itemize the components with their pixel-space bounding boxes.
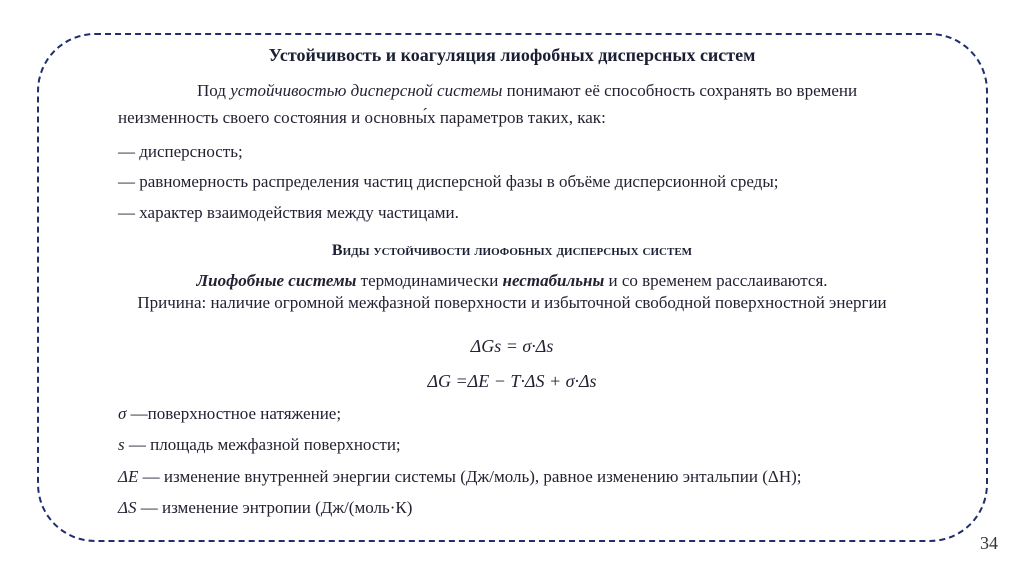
- definition-item: [118, 498, 412, 518]
- definition-item: [118, 467, 801, 487]
- bullet-item: — равномерность распределения частиц дисперсной фазы в объёме дисперсионной среды;: [118, 172, 779, 191]
- reason-line: Причина: наличие огромной межфазной поверхности и избыточной свободной поверхностной энергии: [137, 293, 887, 312]
- bullet-item: — характер взаимодействия между частицами.: [118, 203, 459, 222]
- statement-rest: и со временем расслаиваются.: [604, 271, 828, 290]
- definition-symbol: s: [118, 435, 125, 454]
- intro-prefix: Под: [197, 81, 231, 100]
- formula-gibbs-energy: ΔG =ΔE − T·ΔS + σ·Δs: [427, 371, 597, 391]
- page-number: 34: [980, 533, 998, 553]
- definition-item: [118, 435, 401, 455]
- intro-line-2: неизменность своего состояния и основны́х параметров таких, как:: [118, 108, 606, 127]
- definition-symbol: ΔE: [118, 467, 139, 486]
- intro-term: устойчивостью дисперсной системы: [230, 81, 503, 100]
- definition-text: — изменение энтропии (Дж/(моль·К): [136, 498, 413, 517]
- formula-surface-energy: ΔGs = σ·Δs: [470, 336, 554, 356]
- statement-mid: термодинамически: [356, 271, 503, 290]
- definition-item: [118, 404, 341, 424]
- definition-text: —поверхностное натяжение;: [126, 404, 342, 423]
- definition-symbol: ΔS: [118, 498, 137, 517]
- definition-text: — изменение внутренней энергии системы (Дж/моль), равное изменению энтальпии (ΔH);: [138, 467, 802, 486]
- section-subtitle: Виды устойчивости лиофобных дисперсных систем: [331, 242, 693, 259]
- intro-line-1: [197, 81, 857, 101]
- definition-text: — площадь межфазной поверхности;: [124, 435, 401, 454]
- slide-title: Устойчивость и коагуляция лиофобных дисперсных систем: [268, 45, 756, 65]
- definition-symbol: σ: [118, 404, 127, 423]
- intro-rest: понимают её способность сохранять во времени: [502, 81, 858, 100]
- bullet-item: — дисперсность;: [118, 142, 243, 161]
- statement-emph: нестабильны: [502, 271, 605, 290]
- statement-line: [0, 271, 1024, 291]
- statement-term: Лиофобные системы: [196, 271, 357, 290]
